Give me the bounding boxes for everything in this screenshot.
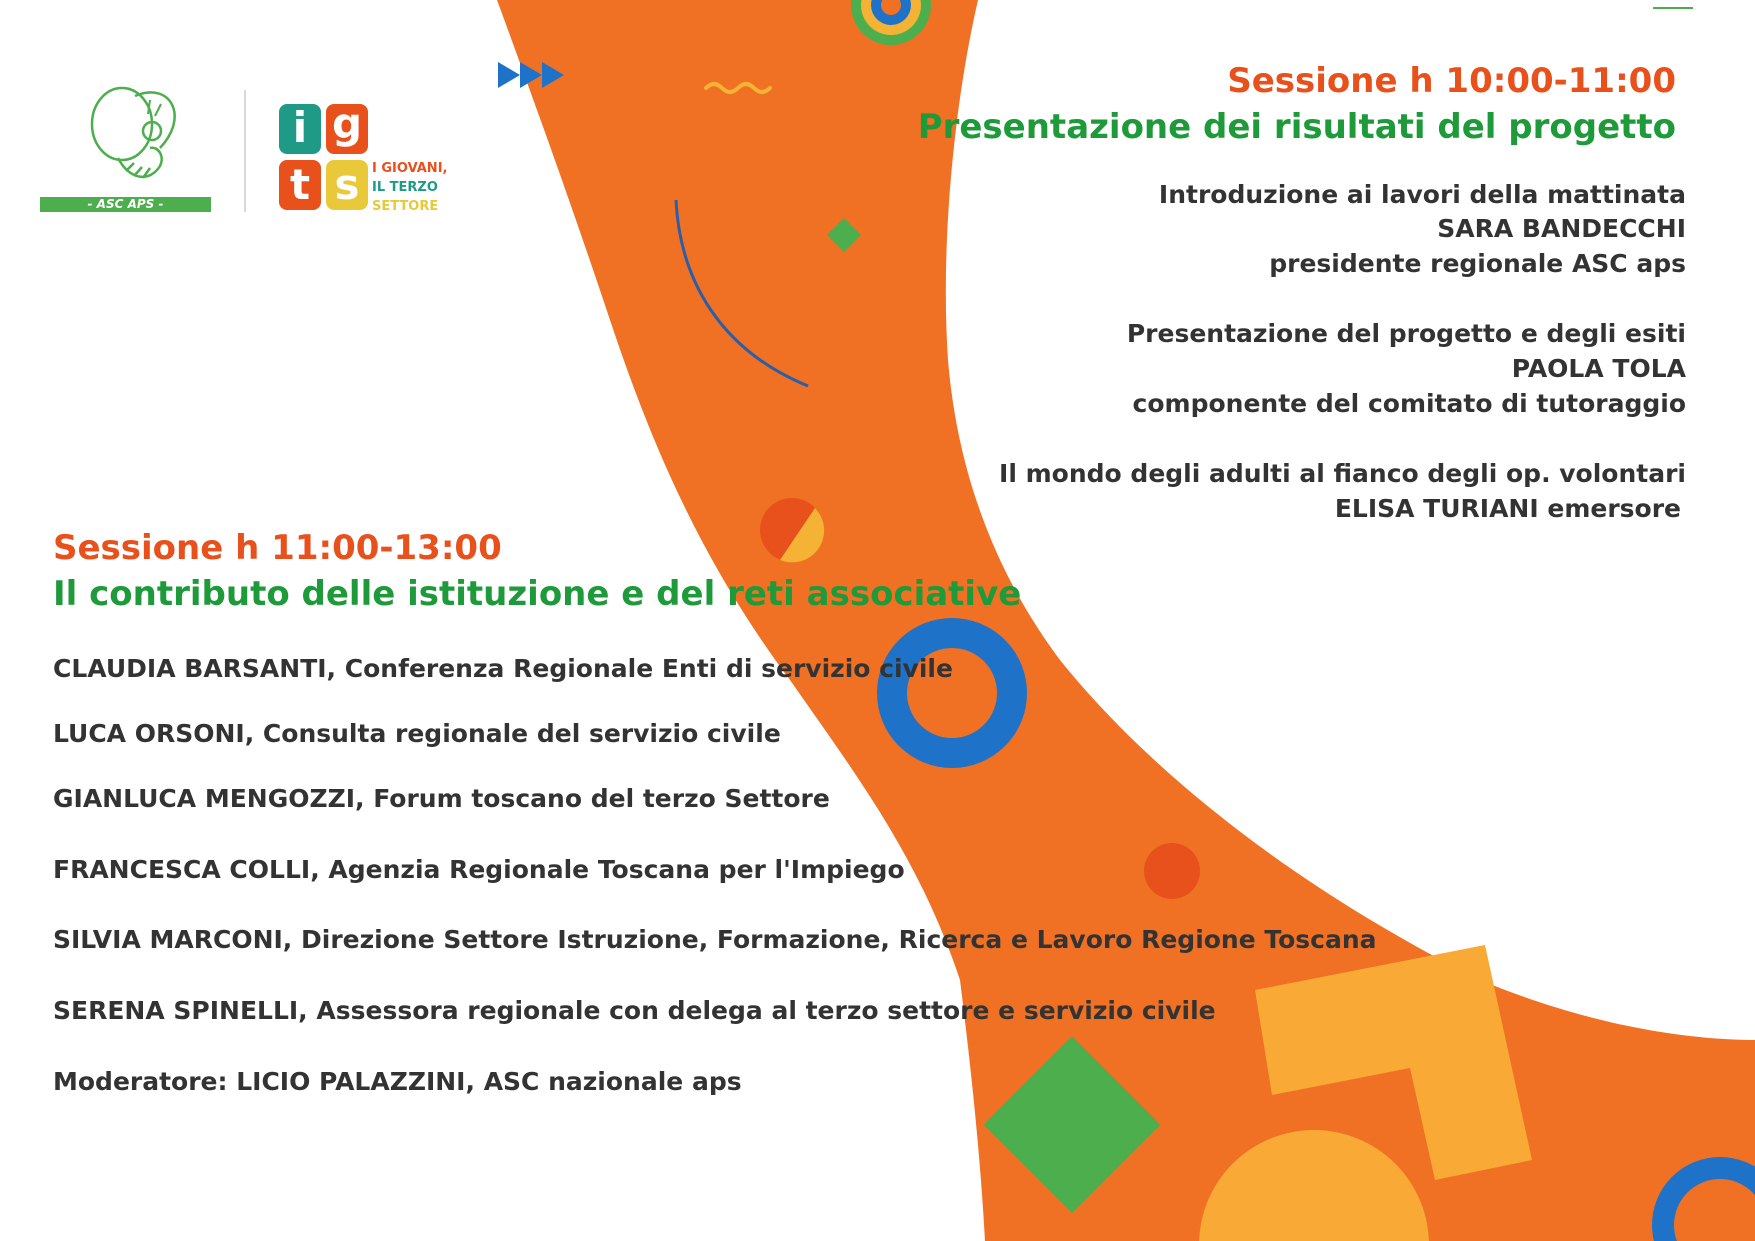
igts-letter-s: s (334, 160, 360, 209)
talk-2-speaker: PAOLA TOLA (1511, 354, 1686, 383)
talk-1-role: presidente regionale ASC aps (1269, 249, 1686, 278)
session-1-title: Presentazione dei risultati del progetto (917, 107, 1676, 147)
igts-letter-i: i (292, 103, 308, 152)
igts-tagline-1: I GIOVANI, (372, 161, 448, 176)
moderator: Moderatore: LICIO PALAZZINI, ASC nazionale aps (53, 1067, 742, 1096)
speaker-1: CLAUDIA BARSANTI, Conferenza Regionale Enti di servizio civile (53, 654, 953, 683)
speaker-3: GIANLUCA MENGOZZI, Forum toscano del terzo Settore (53, 784, 830, 813)
talk-2-role: componente del comitato di tutoraggio (1132, 389, 1686, 418)
speaker-5: SILVIA MARCONI, Direzione Settore Istruzione, Formazione, Ricerca e Lavoro Regione Toscana (53, 925, 1377, 954)
blue-triangle-1 (498, 62, 520, 88)
session-2-title: Il contributo delle istituzione e del reti associative (53, 574, 1022, 614)
asc-logo-text: - ASC APS - (87, 197, 164, 211)
igts-letter-t: t (289, 160, 311, 209)
talk-1-title: Introduzione ai lavori della mattinata (1158, 180, 1686, 209)
session-2-time: Sessione h 11:00-13:00 (53, 528, 502, 568)
speaker-2: LUCA ORSONI, Consulta regionale del servizio civile (53, 719, 781, 748)
session-1-time: Sessione h 10:00-11:00 (1227, 61, 1676, 101)
talk-2-title: Presentazione del progetto e degli esiti (1126, 319, 1686, 348)
talk-3-title: Il mondo degli adulti al fianco degli op. volontari (999, 459, 1686, 488)
talk-3-speaker: ELISA TURIANI emersore (1334, 494, 1681, 523)
speaker-6: SERENA SPINELLI, Assessora regionale con delega al terzo settore e servizio civile (53, 996, 1216, 1025)
talk-1-speaker: SARA BANDECCHI (1437, 214, 1686, 243)
igts-tagline-3: SETTORE (372, 199, 439, 214)
speaker-4: FRANCESCA COLLI, Agenzia Regionale Toscana per l'Impiego (53, 855, 905, 884)
igts-letter-g: g (331, 99, 363, 148)
red-dot (1144, 843, 1200, 899)
igts-tagline-2: IL TERZO (372, 180, 438, 195)
